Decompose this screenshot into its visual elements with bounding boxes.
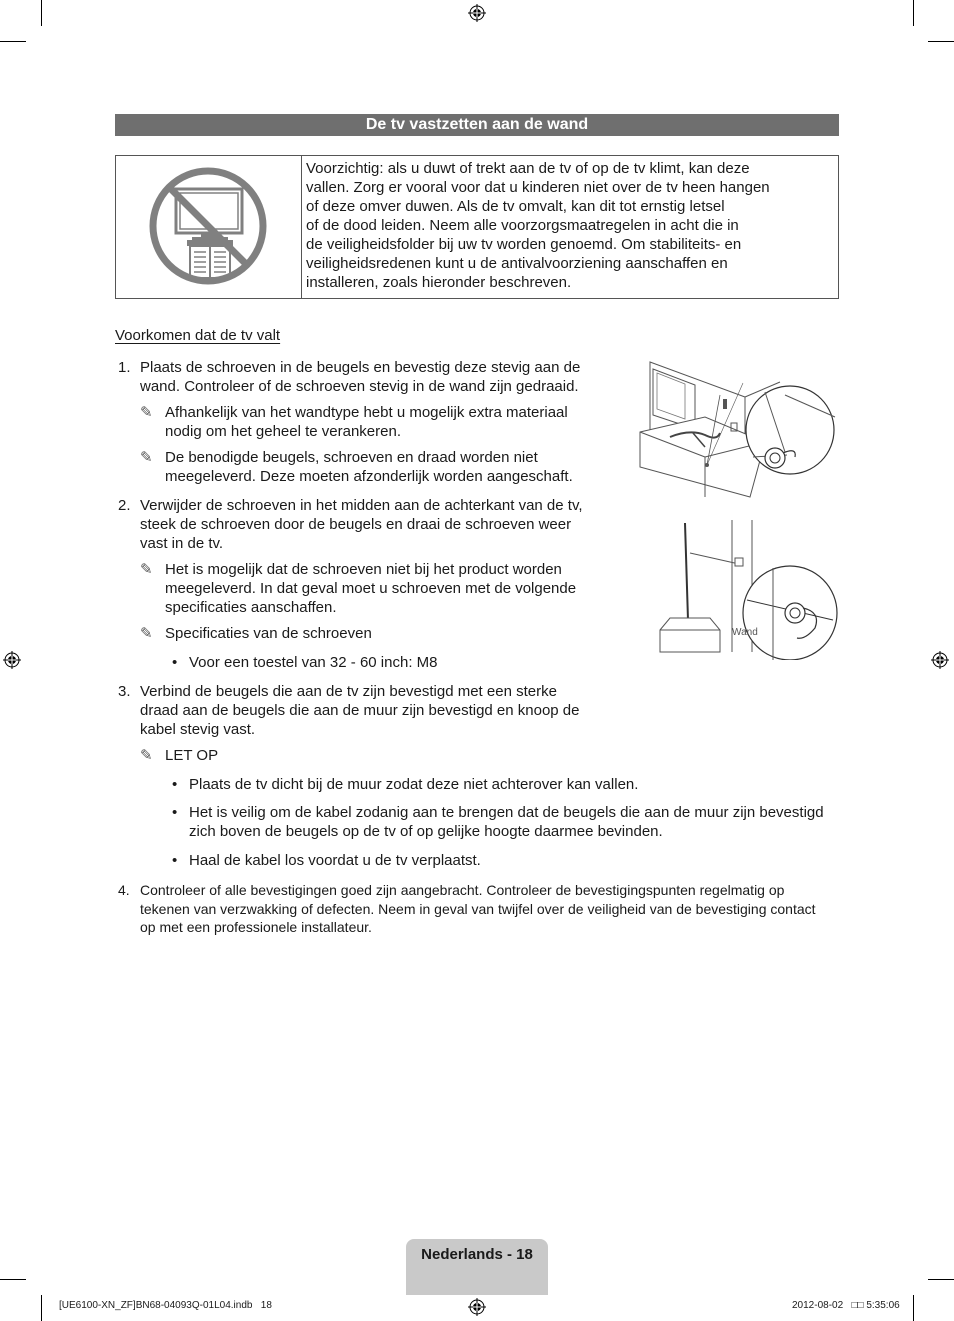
step-1-text [140, 358, 600, 396]
step-3-bullet-2 [189, 803, 849, 841]
tv-back-bracket-illustration [635, 357, 840, 502]
warning-icon-cell [116, 156, 302, 298]
note-line: Afhankelijk van het wandtype hebt u mogelijk extra materiaal [165, 404, 568, 421]
step-2-note-1 [165, 560, 605, 617]
crop-mark [928, 41, 954, 42]
step-number: 4. [118, 882, 130, 898]
note-line: meegeleverd. Deze moeten afzonderlijk worden aangeschaft. [165, 468, 573, 485]
step-number: 1. [118, 359, 131, 376]
step-line: wand. Controleer of de schroeven stevig in de wand zijn gedraaid. [140, 378, 579, 395]
warning-line: veiligheidsredenen kunt u de antivalvoorziening aanschaffen en [306, 255, 728, 272]
step-3-text [140, 682, 600, 739]
registration-mark-icon [468, 4, 486, 22]
step-1-note-2 [165, 448, 605, 486]
warning-line: of de dood leiden. Neem alle voorzorgsmaatregelen in acht die in [306, 217, 739, 234]
note-icon: ✎ [140, 449, 153, 466]
warning-line: vallen. Zorg er vooral voor dat u kinderen niet over de tv heen hangen [306, 179, 770, 196]
step-3-bullet-1: Plaats de tv dicht bij de muur zodat deze niet achterover kan vallen. [189, 776, 639, 793]
imprint-date: 2012-08-02 □□ 5:35:06 [792, 1300, 900, 1311]
imprint-file: [UE6100-XN_ZF]BN68-04093Q-01L04.indb 18 [59, 1300, 272, 1311]
step-line: op met een professionele installateur. [140, 919, 372, 935]
note-line: De benodigde beugels, schroeven en draad worden niet [165, 449, 538, 466]
step-number: 3. [118, 683, 131, 700]
bullet-dot: • [172, 654, 178, 671]
note-icon: ✎ [140, 747, 153, 764]
bullet-dot: • [172, 852, 178, 869]
page-number: Nederlands - 18 [421, 1246, 533, 1263]
step-line: Verwijder de schroeven in het midden aan de achterkant van de tv, [140, 497, 583, 514]
registration-mark-icon [931, 651, 949, 669]
crop-mark [913, 1295, 914, 1321]
note-icon: ✎ [140, 561, 153, 578]
note-line: Het is mogelijk dat de schroeven niet bij het product worden [165, 561, 562, 578]
crop-mark [928, 1279, 954, 1280]
step-line: Plaats de schroeven in de beugels en bevestig deze stevig aan de [140, 359, 581, 376]
bullet-dot: • [172, 776, 178, 793]
crop-mark [913, 0, 914, 26]
step-number: 2. [118, 497, 131, 514]
crop-mark [0, 41, 26, 42]
warning-line: installeren, zoals hieronder beschreven. [306, 274, 572, 291]
step-line: vast in de tv. [140, 535, 224, 552]
subheading: Voorkomen dat de tv valt [115, 327, 281, 344]
step-line: tekenen van verzwakking of defecten. Neem in geval van twijfel over de veiligheid van de bevestiging contact [140, 900, 816, 917]
step-line: kabel stevig vast. [140, 721, 256, 738]
section-title: De tv vastzetten aan de wand [115, 114, 839, 136]
note-line: meegeleverd. In dat geval moet u schroeven met de volgende [165, 580, 577, 597]
warning-text [306, 159, 826, 292]
warning-line: Voorzichtig: als u duwt of trekt aan de tv of op de tv klimt, kan deze [306, 160, 750, 177]
warning-line: of deze omver duwen. Als de tv omvalt, kan dit tot ernstig letsel [306, 198, 725, 215]
step-line: steek de schroeven door de beugels en draai de schroeven weer [140, 516, 572, 533]
warning-box [115, 155, 839, 299]
step-3-bullet-3: Haal de kabel los voordat u de tv verplaatst. [189, 852, 481, 869]
bullet-line: Het is veilig om de kabel zodanig aan te brengen dat de beugels die aan de muur zijn bevestigd [189, 804, 824, 821]
note-icon: ✎ [140, 404, 153, 421]
step-line: Controleer of alle bevestigingen goed zijn aangebracht. Controleer de bevestigingspunten regelmatig op [140, 882, 785, 898]
note-line: nodig om het geheel te verankeren. [165, 423, 401, 440]
no-tv-on-furniture-icon [116, 156, 301, 298]
step-2-bullet: Voor een toestel van 32 - 60 inch: M8 [189, 654, 438, 671]
registration-mark-icon [3, 651, 21, 669]
note-line: specificaties aanschaffen. [165, 599, 337, 616]
bullet-dot: • [172, 804, 178, 821]
crop-mark [41, 1295, 42, 1321]
note-icon: ✎ [140, 625, 153, 642]
crop-mark [41, 0, 42, 26]
step-1-note-1 [165, 403, 605, 441]
step-3-note: LET OP [165, 747, 219, 764]
registration-mark-icon [468, 1298, 486, 1316]
step-2-text [140, 496, 600, 553]
step-line: draad aan de beugels die aan de muur zijn bevestigd en knoop de [140, 702, 580, 719]
bullet-line: zich boven de beugels op de tv of op gelijke hoogte daarmee bevinden. [189, 823, 663, 840]
step-line: Verbind de beugels die aan de tv zijn bevestigd met een sterke [140, 683, 557, 700]
wall-label: Wand [732, 627, 758, 638]
tv-wall-cable-illustration [655, 520, 840, 660]
step-2-note-2: Specificaties van de schroeven [165, 625, 372, 642]
step-4-text [140, 881, 845, 937]
warning-line: de veiligheidsfolder bij uw tv worden genoemd. Om stabiliteits- en [306, 236, 742, 253]
crop-mark [0, 1279, 26, 1280]
